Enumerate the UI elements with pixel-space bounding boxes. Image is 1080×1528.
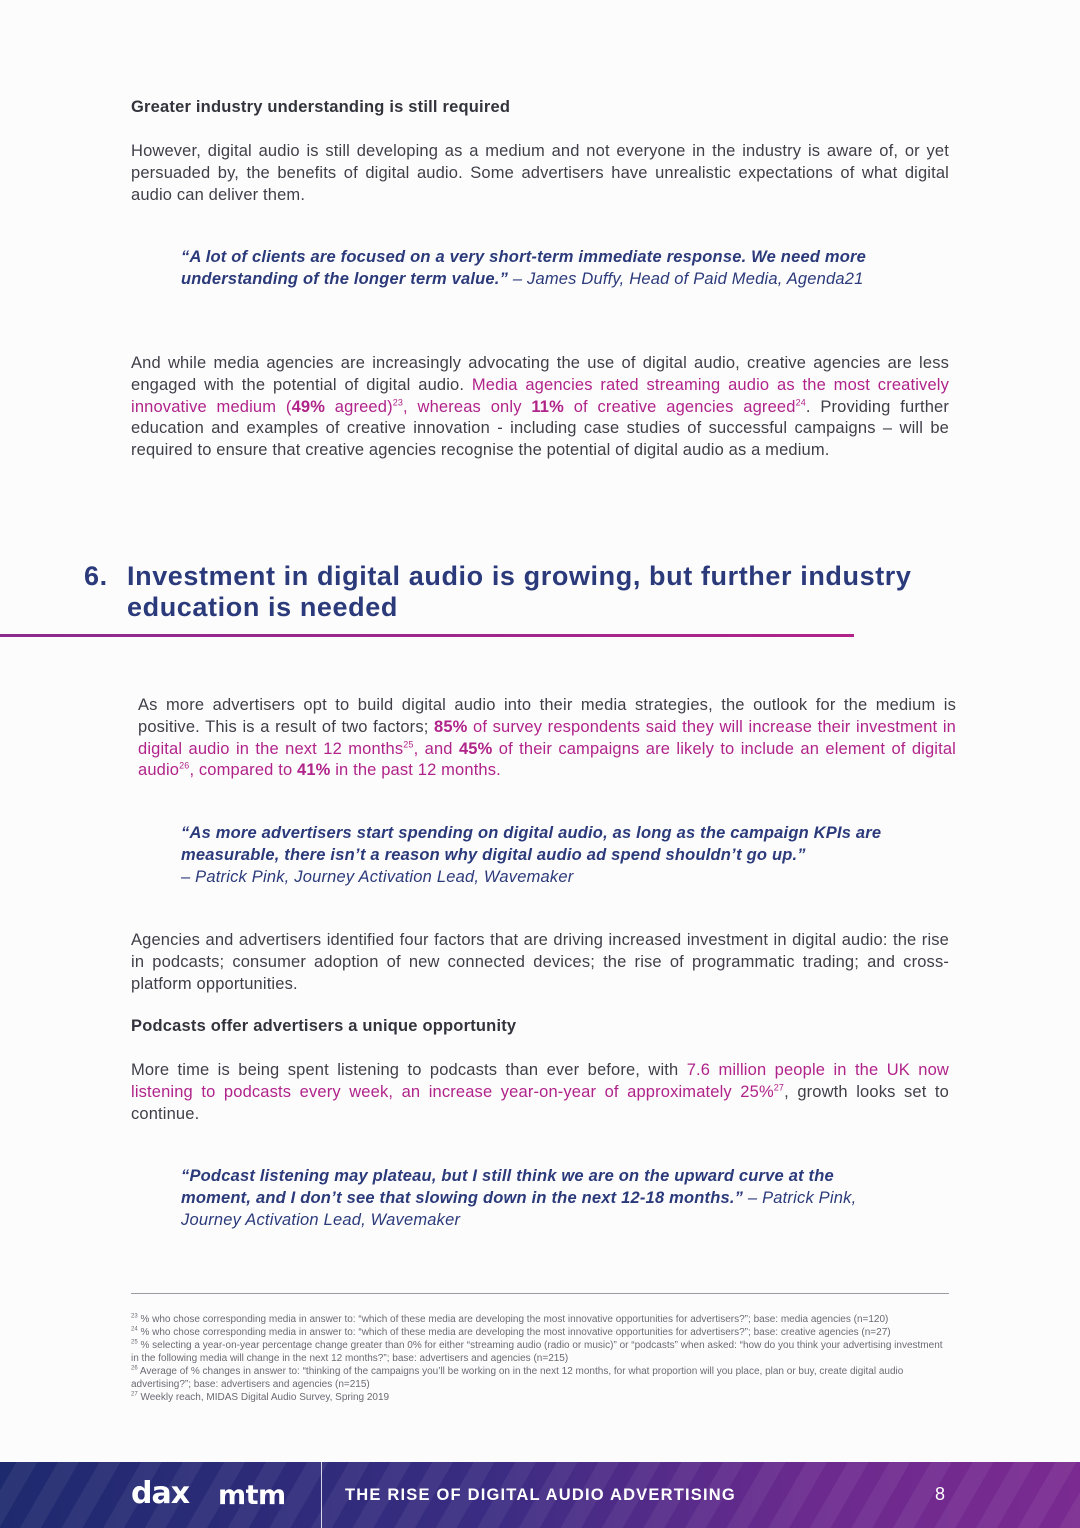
highlight-run: , compared to [189, 761, 298, 780]
footnote-ref: 27 [773, 1082, 785, 1093]
footnote-text: Weekly reach, MIDAS Digital Audio Survey, Spring 2019 [137, 1392, 390, 1403]
footnote-ref: 23 [392, 397, 404, 408]
text-run: And while media agencies are increasingly advocating the use of digital audio, creative agencies are less engaged with the potential of digital audio. [131, 354, 949, 394]
mtm-logo: mtm [218, 1480, 286, 1511]
footnote-divider [131, 1293, 949, 1294]
footnote-text: Average of % changes in answer to: “thinking of the campaigns you’ll be working on in the next 12 months, for what proportion will you place, plan or buy, create digital audio advertising?”; base: advertisers and agencies (n=215) [131, 1366, 904, 1390]
text-run: As more advertisers opt to build digital audio into their media strategies, the outlook for the medium is positive. This is a result of two factors; [138, 696, 956, 736]
subheading-podcasts: Podcasts offer advertisers a unique opportunity [131, 1017, 517, 1035]
highlight-run: Media agencies rated streaming audio as the most creatively innovative medium ( [131, 375, 949, 416]
footnote-number: 24 [131, 1326, 138, 1333]
footnote-ref: 24 [795, 397, 806, 408]
stat-45-percent: 45% [458, 739, 493, 758]
paragraph-outlook [138, 695, 956, 782]
highlight-run: of survey respondents said they will increase their investment in digital audio in the next 12 months [138, 717, 956, 758]
paragraph-medium-developing: However, digital audio is still developing as a medium and not everyone in the industry is aware of, or yet persuaded by, the benefits of digital audio. Some advertisers have unrealistic expectations of what digital audio can deliver them. [131, 142, 949, 204]
stat-49-percent: 49% [291, 397, 326, 416]
quote-patrick-pink-plateau [181, 1166, 903, 1231]
footnote-ref: 25 [403, 739, 414, 750]
quote-patrick-pink-kpis [181, 823, 903, 888]
footnote-25 [131, 1339, 949, 1365]
section-number: 6. [84, 561, 108, 591]
footer-bar [0, 1462, 1080, 1528]
dax-logo: dax [131, 1476, 190, 1511]
text-run: , growth looks set to continue. [131, 1082, 949, 1123]
quote-james-duffy [181, 247, 901, 291]
highlight-run: agreed) [325, 397, 393, 416]
paragraph-media-agencies [131, 353, 949, 462]
footnote-ref: 26 [179, 760, 190, 771]
footnote-number: 25 [131, 1339, 138, 1346]
quote-attribution: – Patrick Pink, Journey Activation Lead, Wavemaker [181, 1188, 857, 1229]
paragraph-four-factors: Agencies and advertisers identified four factors that are driving increased investment in digital audio: the rise in podcasts; consumer adoption of new connected devices; the rise of programmatic trading; and cross-platform opportunities. [131, 931, 949, 993]
footnote-26 [131, 1365, 949, 1391]
section-title: Investment in digital audio is growing, but further industry education is needed [127, 561, 912, 622]
footnote-23 [131, 1313, 949, 1326]
footer-title: THE RISE OF DIGITAL AUDIO ADVERTISING [345, 1486, 736, 1504]
footnote-text: % who chose corresponding media in answer to: “which of these media are developing the most innovative opportunities for advertisers?”; base: media agencies (n=120) [137, 1314, 889, 1325]
highlight-run: , and [413, 739, 459, 758]
quote-attribution: – Patrick Pink, Journey Activation Lead, Wavemaker [181, 867, 574, 886]
footnote-24 [131, 1326, 949, 1339]
footer-divider [321, 1462, 322, 1528]
highlight-run: of creative agencies agreed [563, 397, 796, 416]
text-run: . Providing further education and examples of creative innovation - including case studies of successful campaigns – will be required to ensure that creative agencies recognise the potential of digital audio as a medium. [131, 397, 950, 460]
page-number: 8 [935, 1484, 946, 1504]
footnote-number: 26 [131, 1365, 138, 1372]
footnote-text: % who chose corresponding media in answer to: “which of these media are developing the most innovative opportunities for advertisers?”; base: creative agencies (n=27) [137, 1327, 891, 1338]
paragraph-podcasts [131, 1060, 949, 1125]
highlight-run: 7.6 million people in the UK now listening to podcasts every week, an increase year-on-year of approximately 25% [131, 1061, 950, 1101]
footnote-number: 27 [131, 1391, 138, 1398]
stat-11-percent: 11% [531, 397, 564, 416]
quote-text: “Podcast listening may plateau, but I still think we are on the upward curve at the moment, and I don’t see that slowing down in the next 12-18 months.” [181, 1167, 834, 1207]
subheading-industry-understanding: Greater industry understanding is still required [131, 98, 511, 116]
footnote-number: 23 [131, 1313, 138, 1320]
footnote-27 [131, 1391, 949, 1404]
quote-text: “A lot of clients are focused on a very short-term immediate response. We need more understanding of the longer term value.” [181, 248, 867, 288]
highlight-run: in the past 12 months. [330, 761, 501, 780]
footnote-text: % selecting a year-on-year percentage change greater than 0% for either “streaming audio (radio or music)” or “podcasts” when asked: “how do you think your advertising investment in the following media will change in the next 12 months?”; base: advertisers and agencies (n=215) [131, 1340, 943, 1364]
footnotes [131, 1313, 949, 1404]
section-divider-rule [0, 634, 854, 637]
quote-attribution: – James Duffy, Head of Paid Media, Agenda21 [508, 269, 864, 288]
quote-text: “As more advertisers start spending on digital audio, as long as the campaign KPIs are measurable, there isn’t a reason why digital audio ad spend shouldn’t go up.” [181, 824, 882, 864]
text-run: More time is being spent listening to podcasts than ever before, with [131, 1061, 687, 1079]
highlight-run: , whereas only [403, 397, 532, 416]
stat-41-percent: 41% [297, 761, 331, 780]
stat-85-percent: 85% [434, 717, 468, 736]
highlight-run: of their campaigns are likely to include an element of digital audio [138, 739, 956, 780]
